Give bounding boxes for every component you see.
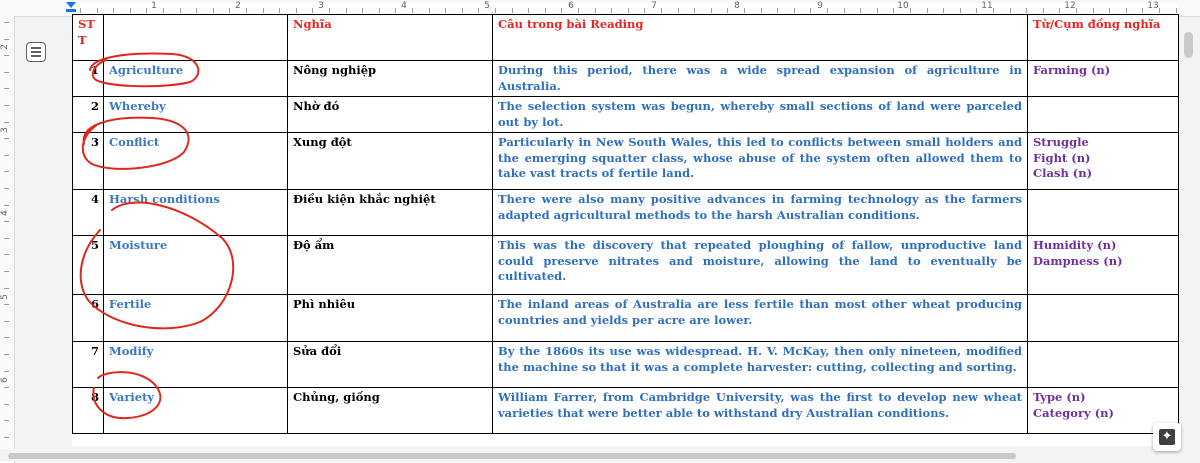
ruler-tick bbox=[4, 205, 9, 206]
ruler-tick bbox=[462, 8, 463, 13]
synonym-cell[interactable] bbox=[1028, 295, 1179, 342]
ruler-tick bbox=[4, 155, 9, 156]
ruler-tick bbox=[4, 72, 9, 73]
ruler-tick bbox=[4, 188, 9, 189]
synonym: Farming (n) bbox=[1033, 63, 1111, 77]
ruler-number: 8 bbox=[734, 1, 740, 11]
synonym: Type (n) bbox=[1033, 390, 1086, 404]
ruler-tick bbox=[960, 8, 961, 13]
ruler-tick bbox=[993, 8, 994, 13]
ruler-number: 5 bbox=[0, 294, 10, 300]
term-cell[interactable]: Conflict bbox=[104, 133, 288, 190]
ruler-tick bbox=[661, 8, 662, 13]
ruler-number: 5 bbox=[484, 1, 490, 11]
ruler-tick bbox=[4, 288, 9, 289]
ruler-tick bbox=[445, 8, 446, 13]
ruler-tick bbox=[4, 371, 9, 372]
sentence-cell[interactable]: During this period, there was a wide spread expansion of agriculture in Australia. bbox=[493, 61, 1028, 97]
ruler-tick bbox=[478, 8, 479, 13]
synonym-cell[interactable] bbox=[1028, 190, 1179, 236]
ruler-tick bbox=[1043, 8, 1044, 13]
ruler-tick bbox=[561, 8, 562, 13]
sentence-cell[interactable]: The selection system was begun, whereby small sections of land were parceled out by lot. bbox=[493, 97, 1028, 133]
meaning-cell[interactable]: Độ ẩm bbox=[288, 236, 493, 295]
ruler-tick bbox=[180, 8, 181, 13]
row-number: 2 bbox=[73, 97, 104, 133]
ruler-number: 4 bbox=[0, 210, 10, 216]
table-row bbox=[73, 342, 1179, 388]
table-row bbox=[73, 61, 1179, 97]
ruler-tick bbox=[1026, 8, 1027, 13]
ruler-tick bbox=[429, 8, 430, 13]
ruler-number: 10 bbox=[897, 1, 909, 11]
ruler-number: 2 bbox=[235, 1, 241, 11]
row-number: 4 bbox=[73, 190, 104, 236]
ruler-tick bbox=[4, 420, 9, 421]
ruler-tick bbox=[1159, 8, 1160, 13]
sentence-cell[interactable]: This was the discovery that repeated ploughing of fallow, unproductive land could preserve nitrates and moisture, allowing the land to eventually be cultivated. bbox=[493, 236, 1028, 295]
table-row bbox=[73, 295, 1179, 342]
ruler-tick bbox=[545, 8, 546, 13]
synonym-cell[interactable] bbox=[1028, 97, 1179, 133]
term-cell[interactable]: Modify bbox=[104, 342, 288, 388]
ruler-number: 6 bbox=[0, 377, 10, 383]
ruler-tick bbox=[893, 8, 894, 13]
ruler-tick bbox=[4, 271, 9, 272]
ruler-tick bbox=[4, 387, 9, 388]
ruler-tick bbox=[4, 39, 9, 40]
synonym-cell[interactable] bbox=[1028, 236, 1179, 295]
ruler-tick bbox=[512, 8, 513, 13]
ruler-tick bbox=[4, 171, 9, 172]
meaning-cell[interactable]: Chủng, giống bbox=[288, 388, 493, 434]
ruler-number: 1 bbox=[151, 1, 157, 11]
table-row bbox=[73, 388, 1179, 434]
term-cell[interactable]: Fertile bbox=[104, 295, 288, 342]
synonym: Dampness (n) bbox=[1033, 253, 1123, 268]
ruler-tick bbox=[827, 8, 828, 13]
header-synonyms: Từ/Cụm đồng nghĩa bbox=[1028, 15, 1179, 61]
first-line-indent-handle[interactable] bbox=[66, 9, 76, 12]
ruler-tick bbox=[296, 8, 297, 13]
ruler-tick bbox=[4, 304, 9, 305]
indent-marker-icon[interactable] bbox=[66, 2, 76, 8]
ruler-tick bbox=[4, 354, 9, 355]
sentence-cell[interactable]: The inland areas of Australia are less fertile than most other wheat producing countries and yields per acre are lower. bbox=[493, 295, 1028, 342]
ruler-tick bbox=[578, 8, 579, 13]
header-sentence: Câu trong bài Reading bbox=[493, 15, 1028, 61]
ruler-tick bbox=[4, 404, 9, 405]
ruler-tick bbox=[1076, 8, 1077, 13]
ruler-tick bbox=[229, 8, 230, 13]
ruler-tick bbox=[412, 8, 413, 13]
ruler-tick bbox=[213, 8, 214, 13]
ruler-tick bbox=[976, 8, 977, 13]
header-no: ST T bbox=[73, 15, 104, 61]
ruler-tick bbox=[163, 8, 164, 13]
ruler-number: 9 bbox=[817, 1, 823, 11]
row-number: 3 bbox=[73, 133, 104, 190]
ruler-tick bbox=[80, 8, 81, 13]
synonym: Clash (n) bbox=[1033, 166, 1093, 180]
term-cell[interactable]: Moisture bbox=[104, 236, 288, 295]
ruler-tick bbox=[744, 8, 745, 13]
ruler-tick bbox=[279, 8, 280, 13]
ruler-tick bbox=[4, 437, 9, 438]
ruler-number: 4 bbox=[401, 1, 407, 11]
ruler-tick bbox=[4, 138, 9, 139]
ruler-number: 6 bbox=[568, 1, 574, 11]
ruler-tick bbox=[777, 8, 778, 13]
ruler-tick bbox=[711, 8, 712, 13]
sentence-cell[interactable]: Particularly in New South Wales, this led to conflicts between small holders and the emerging squatter class, whose abuse of the system often allowed them to take vast tracts of fertile land. bbox=[493, 133, 1028, 190]
ruler-tick bbox=[130, 8, 131, 13]
document-page[interactable] bbox=[72, 16, 1178, 446]
ruler-tick bbox=[146, 8, 147, 13]
synonym: Struggle bbox=[1033, 135, 1089, 149]
meaning-cell[interactable]: Phì nhiêu bbox=[288, 295, 493, 342]
row-number: 6 bbox=[73, 295, 104, 342]
ruler-tick bbox=[528, 8, 529, 13]
term-cell[interactable]: Harsh conditions bbox=[104, 190, 288, 236]
row-number: 1 bbox=[73, 61, 104, 97]
vocabulary-table bbox=[72, 14, 1179, 434]
row-number: 5 bbox=[73, 236, 104, 295]
header-meaning: Nghĩa bbox=[288, 15, 493, 61]
ruler-tick bbox=[329, 8, 330, 13]
ruler-tick bbox=[1176, 8, 1177, 13]
ruler-number: 13 bbox=[1147, 1, 1159, 11]
synonym: Humidity (n) bbox=[1033, 238, 1117, 252]
ruler-tick bbox=[1126, 8, 1127, 13]
ruler-number: 12 bbox=[1064, 1, 1076, 11]
ruler-number: 7 bbox=[651, 1, 657, 11]
ruler-number: 2 bbox=[0, 44, 10, 50]
meaning-cell[interactable]: Điều kiện khắc nghiệt bbox=[288, 190, 493, 236]
ruler-tick bbox=[4, 22, 9, 23]
ruler-tick bbox=[810, 8, 811, 13]
ruler-tick bbox=[246, 8, 247, 13]
ruler-tick bbox=[794, 8, 795, 13]
ruler-tick bbox=[595, 8, 596, 13]
term-cell[interactable]: Agriculture bbox=[104, 61, 288, 97]
ruler-tick bbox=[644, 8, 645, 13]
row-number: 8 bbox=[73, 388, 104, 434]
ruler-tick bbox=[1109, 8, 1110, 13]
meaning-cell[interactable]: Nhờ đó bbox=[288, 97, 493, 133]
ruler-number: 3 bbox=[0, 127, 10, 133]
ruler-tick bbox=[97, 8, 98, 13]
ruler-tick bbox=[4, 321, 9, 322]
ruler-tick bbox=[4, 105, 9, 106]
ruler-tick bbox=[678, 8, 679, 13]
meaning-cell[interactable]: Nông nghiệp bbox=[288, 61, 493, 97]
ruler-tick bbox=[4, 55, 9, 56]
row-number: 7 bbox=[73, 342, 104, 388]
ruler-tick bbox=[4, 254, 9, 255]
ruler-tick bbox=[761, 8, 762, 13]
ruler-tick bbox=[910, 8, 911, 13]
ruler-tick bbox=[628, 8, 629, 13]
term-cell[interactable]: Whereby bbox=[104, 97, 288, 133]
explore-button[interactable] bbox=[1153, 423, 1181, 451]
sentence-cell[interactable]: There were also many positive advances in farming technology as the farmers adapted agricultural methods to the harsh Australian conditions. bbox=[493, 190, 1028, 236]
explore-icon: ✦ bbox=[1159, 429, 1175, 445]
meaning-cell[interactable]: Sửa đổi bbox=[288, 342, 493, 388]
ruler-tick bbox=[395, 8, 396, 13]
ruler-tick bbox=[4, 122, 9, 123]
table-row bbox=[73, 190, 1179, 236]
ruler-tick bbox=[694, 8, 695, 13]
ruler-tick bbox=[727, 8, 728, 13]
ruler-tick bbox=[362, 8, 363, 13]
ruler-tick bbox=[1059, 8, 1060, 13]
ruler-tick bbox=[4, 337, 9, 338]
ruler-tick bbox=[1142, 8, 1143, 13]
ruler-tick bbox=[4, 88, 9, 89]
ruler-tick bbox=[943, 8, 944, 13]
synonym-cell[interactable] bbox=[1028, 61, 1179, 97]
ruler-number: 3 bbox=[318, 1, 324, 11]
document-outline-icon[interactable] bbox=[26, 42, 46, 62]
ruler-tick bbox=[312, 8, 313, 13]
sentence-cell[interactable]: By the 1860s its use was widespread. H. V. McKay, then only nineteen, modified the machine so that it was a complete harvester: cutting, collecting and sorting. bbox=[493, 342, 1028, 388]
ruler-tick bbox=[4, 238, 9, 239]
ruler-tick bbox=[1093, 8, 1094, 13]
ruler-tick bbox=[346, 8, 347, 13]
ruler-tick bbox=[495, 8, 496, 13]
ruler-tick bbox=[113, 8, 114, 13]
sentence-cell[interactable]: William Farrer, from Cambridge University, was the first to develop new wheat varieties that were better able to withstand dry Australian conditions. bbox=[493, 388, 1028, 434]
ruler-tick bbox=[877, 8, 878, 13]
ruler-tick bbox=[4, 221, 9, 222]
meaning-cell[interactable]: Xung đột bbox=[288, 133, 493, 190]
ruler-tick bbox=[263, 8, 264, 13]
synonym-cell[interactable] bbox=[1028, 342, 1179, 388]
table-row bbox=[73, 133, 1179, 190]
synonym: Category (n) bbox=[1033, 405, 1114, 420]
vertical-ruler[interactable] bbox=[0, 16, 15, 463]
synonym: Fight (n) bbox=[1033, 150, 1091, 165]
ruler-tick bbox=[611, 8, 612, 13]
table-row bbox=[73, 236, 1179, 295]
synonym-cell[interactable] bbox=[1028, 133, 1179, 190]
ruler-tick bbox=[844, 8, 845, 13]
vertical-scrollbar[interactable] bbox=[1184, 32, 1193, 58]
table-row bbox=[73, 97, 1179, 133]
horizontal-scrollbar[interactable] bbox=[8, 453, 1016, 459]
header-term bbox=[104, 15, 288, 61]
ruler-tick bbox=[196, 8, 197, 13]
ruler-tick bbox=[379, 8, 380, 13]
ruler-tick bbox=[860, 8, 861, 13]
ruler-tick bbox=[927, 8, 928, 13]
ruler-number: 11 bbox=[981, 1, 993, 11]
term-cell[interactable]: Variety bbox=[104, 388, 288, 434]
table-header-row bbox=[73, 15, 1179, 61]
ruler-tick bbox=[1010, 8, 1011, 13]
